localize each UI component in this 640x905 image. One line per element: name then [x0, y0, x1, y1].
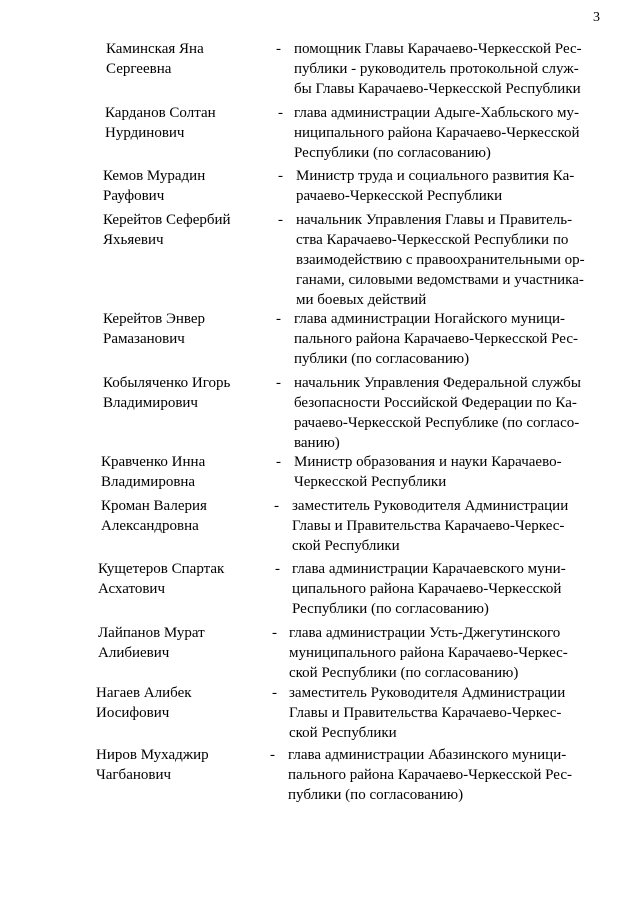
- member-role: заместитель Руководителя Администрации Главы и Правительства Карачаево-Черкес- ской Республики: [292, 498, 569, 554]
- member-role: Министр образования и науки Карачаево- Черкесской Республики: [294, 454, 562, 490]
- dash-separator: -: [270, 747, 275, 763]
- member-role: глава администрации Усть-Джегутинского муниципального района Карачаево-Черкес- ской Республики (по согласованию): [289, 625, 568, 681]
- dash-separator: -: [278, 212, 283, 228]
- dash-separator: -: [274, 498, 279, 514]
- member-role: глава администрации Карачаевского муни- ципального района Карачаево-Черкесской Республики (по согласованию): [292, 561, 566, 617]
- member-name: Лайпанов Мурат Алибиевич: [98, 625, 205, 661]
- dash-separator: -: [272, 685, 277, 701]
- member-role: заместитель Руководителя Администрации Главы и Правительства Карачаево-Черкес- ской Республики: [289, 685, 566, 741]
- member-role: глава администрации Абазинского муници- пального района Карачаево-Черкесской Рес- публики (по согласованию): [288, 747, 572, 803]
- member-role: Министр труда и социального развития Ка- рачаево-Черкесской Республики: [296, 168, 575, 204]
- member-name: Карданов Солтан Нурдинович: [105, 105, 216, 141]
- member-role: начальник Управления Федеральной службы безопасности Российской Федерации по Ка- рачаево-Черкесской Республике (по согласо- ванию): [294, 375, 581, 451]
- member-name: Ниров Мухаджир Чагбанович: [96, 747, 209, 783]
- dash-separator: -: [275, 561, 280, 577]
- member-name: Нагаев Алибек Иосифович: [96, 685, 192, 721]
- member-name: Керейтов Энвер Рамазанович: [103, 311, 206, 347]
- dash-separator: -: [276, 41, 281, 57]
- member-role: глава администрации Ногайского муници- пального района Карачаево-Черкесской Рес- публики (по согласованию): [294, 311, 578, 367]
- member-name: Кроман Валерия Александровна: [101, 498, 207, 534]
- member-name: Каминская Яна Сергеевна: [106, 41, 204, 77]
- member-name: Керейтов Сефербий Яхьяевич: [103, 212, 231, 248]
- member-name: Кобыляченко Игорь Владимирович: [103, 375, 231, 411]
- dash-separator: -: [276, 311, 281, 327]
- dash-separator: -: [276, 454, 281, 470]
- member-name: Кущетеров Спартак Асхатович: [98, 561, 225, 597]
- member-role: глава администрации Адыге-Хабльского му- ниципального района Карачаево-Черкесской Республики (по согласованию): [294, 105, 580, 161]
- member-role: начальник Управления Главы и Правитель- ства Карачаево-Черкесской Республики по взаимодействию с правоохранительными ор- ганами, силовыми ведомствами и участника- ми боевых действий: [296, 212, 585, 308]
- dash-separator: -: [272, 625, 277, 641]
- dash-separator: -: [278, 105, 283, 121]
- dash-separator: -: [278, 168, 283, 184]
- dash-separator: -: [276, 375, 281, 391]
- member-name: Кравченко Инна Владимировна: [101, 454, 206, 490]
- member-name: Кемов Мурадин Рауфович: [103, 168, 206, 204]
- page-number: 3: [593, 10, 600, 25]
- member-role: помощник Главы Карачаево-Черкесской Рес- публики - руководитель протокольной служ- бы Главы Карачаево-Черкесской Республики: [294, 41, 582, 97]
